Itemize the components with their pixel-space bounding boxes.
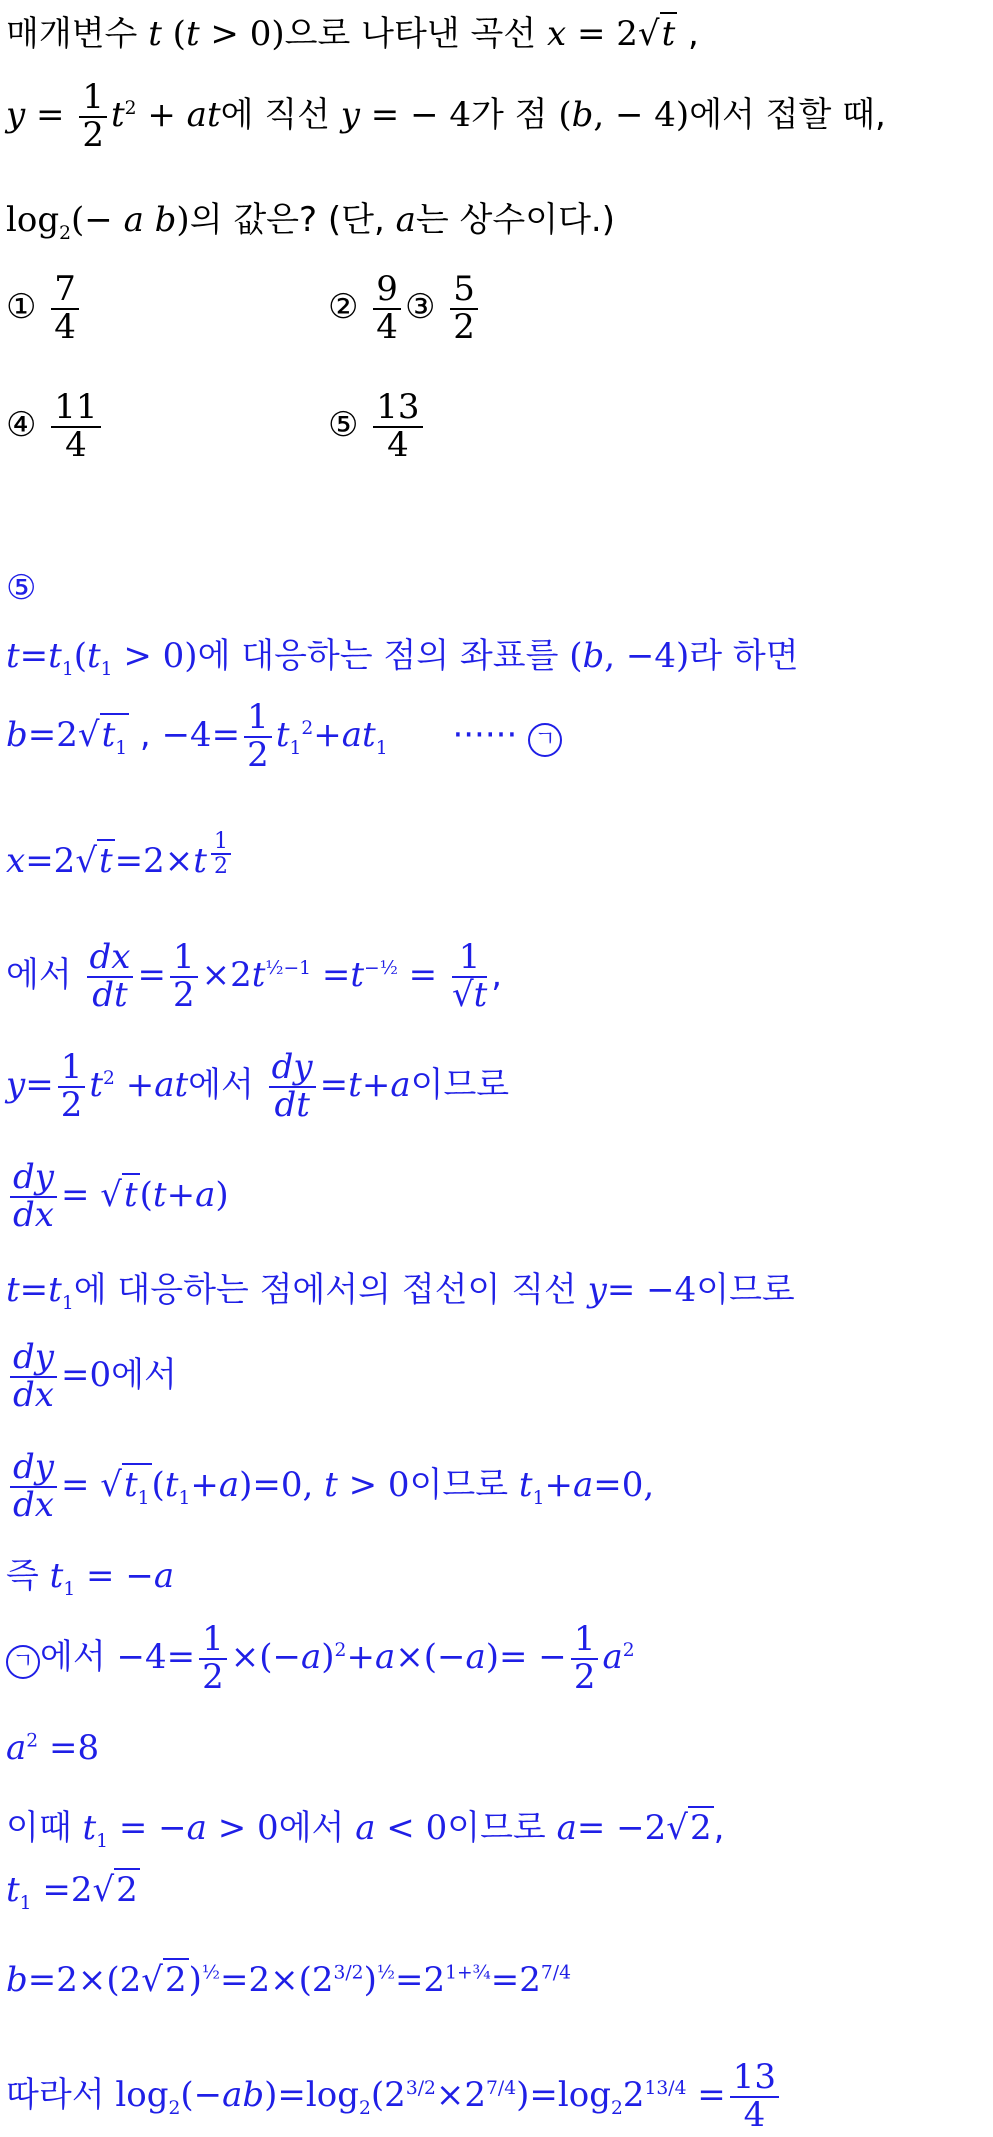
solution-line-2: $b=2√t_1$ , −4= $\frac{1}{2}$ $t_1^2+at_1$ ······ ㄱ	[6, 700, 562, 773]
solution-line-15: $b=2\times(2√2)^{\frac{1}{2}}=2\times(2^{3/2})^{\frac{1}{2}}=2^{1+\frac{3}{4}}=2^{7/4}$	[6, 1960, 571, 2000]
choice-1[interactable]: ① $\frac{7}{4}$	[6, 272, 83, 345]
solution-line-13: 이때 $t_1 = -a > 0$에서 a < 0이므로 a= −2√2,	[6, 1808, 725, 1852]
solution-line-10: 즉 $t_1 = -a$	[6, 1556, 175, 1600]
answer-mark: ⑤	[6, 568, 37, 608]
solution-line-6: $\frac{dy}{dx}$ = √t(t+a)	[6, 1160, 229, 1233]
solution-line-11: ㄱ 에서 −4= $\frac{1}{2}$ $\times(-a)^2+a\times(-a)=$ − $\frac{1}{2}$ $a^2$	[6, 1622, 635, 1695]
problem-line-2: y = $\frac{1}{2}$ $t^2$ + at에 직선 y = − 4가 점 (b, − 4)에서 접할 때,	[6, 77, 886, 155]
solution-line-16: 따라서 $\log_2(-ab)=\log_2(2^{3/2}\times 2^{7/4})=\log_22^{13/4}$ = $\frac{13}{4}$	[6, 2060, 783, 2133]
solution-line-1: $t=t_1(t_1 > 0)$에 대응하는 점의 좌표를 (b, −4)라 하면	[6, 636, 799, 680]
solution-line-9: $\frac{dy}{dx}$ = $√t_1(t_1+a)=0$, t > 0이므로 $t_1+a=0$,	[6, 1450, 654, 1523]
circled-giyeok: ㄱ	[528, 723, 562, 757]
solution-line-3: x=2√t=2×t $^{\frac{1}{2}}$	[6, 830, 235, 881]
choice-2-3[interactable]: ② $\frac{9}{4}$ ③ $\frac{5}{2}$	[328, 272, 482, 345]
problem-line-1: 매개변수 t (t > 0)으로 나타낸 곡선 x = 2√t ,	[6, 14, 699, 54]
solution-line-14: $t_1 =2√2$	[6, 1870, 138, 1914]
solution-line-7: $t=t_1$에 대응하는 점에서의 접선이 직선 y= −4이므로	[6, 1270, 795, 1314]
solution-line-12: $a^2 =8$	[6, 1728, 100, 1768]
solution-line-5: y= $\frac{1}{2}$ $t^2 +at$에서 $\frac{dy}{dt}$ =t+a이므로	[6, 1047, 510, 1125]
choice-4[interactable]: ④ $\frac{11}{4}$	[6, 390, 105, 463]
circled-giyeok: ㄱ	[6, 1645, 40, 1679]
choice-5[interactable]: ⑤ $\frac{13}{4}$	[328, 390, 427, 463]
solution-line-8: $\frac{dy}{dx}$ =0에서	[6, 1340, 177, 1413]
solution-line-4: 에서 $\frac{dx}{dt}$ = $\frac{1}{2}$ $\times 2t^{\frac{1}{2}-1} =t^{-\frac{1}{2}}$ = $\frac{1}{√t}$ ,	[6, 937, 503, 1015]
problem-line-3: $\log_2(- a$ b)의 값은? (단, a는 상수이다.)	[6, 200, 615, 244]
